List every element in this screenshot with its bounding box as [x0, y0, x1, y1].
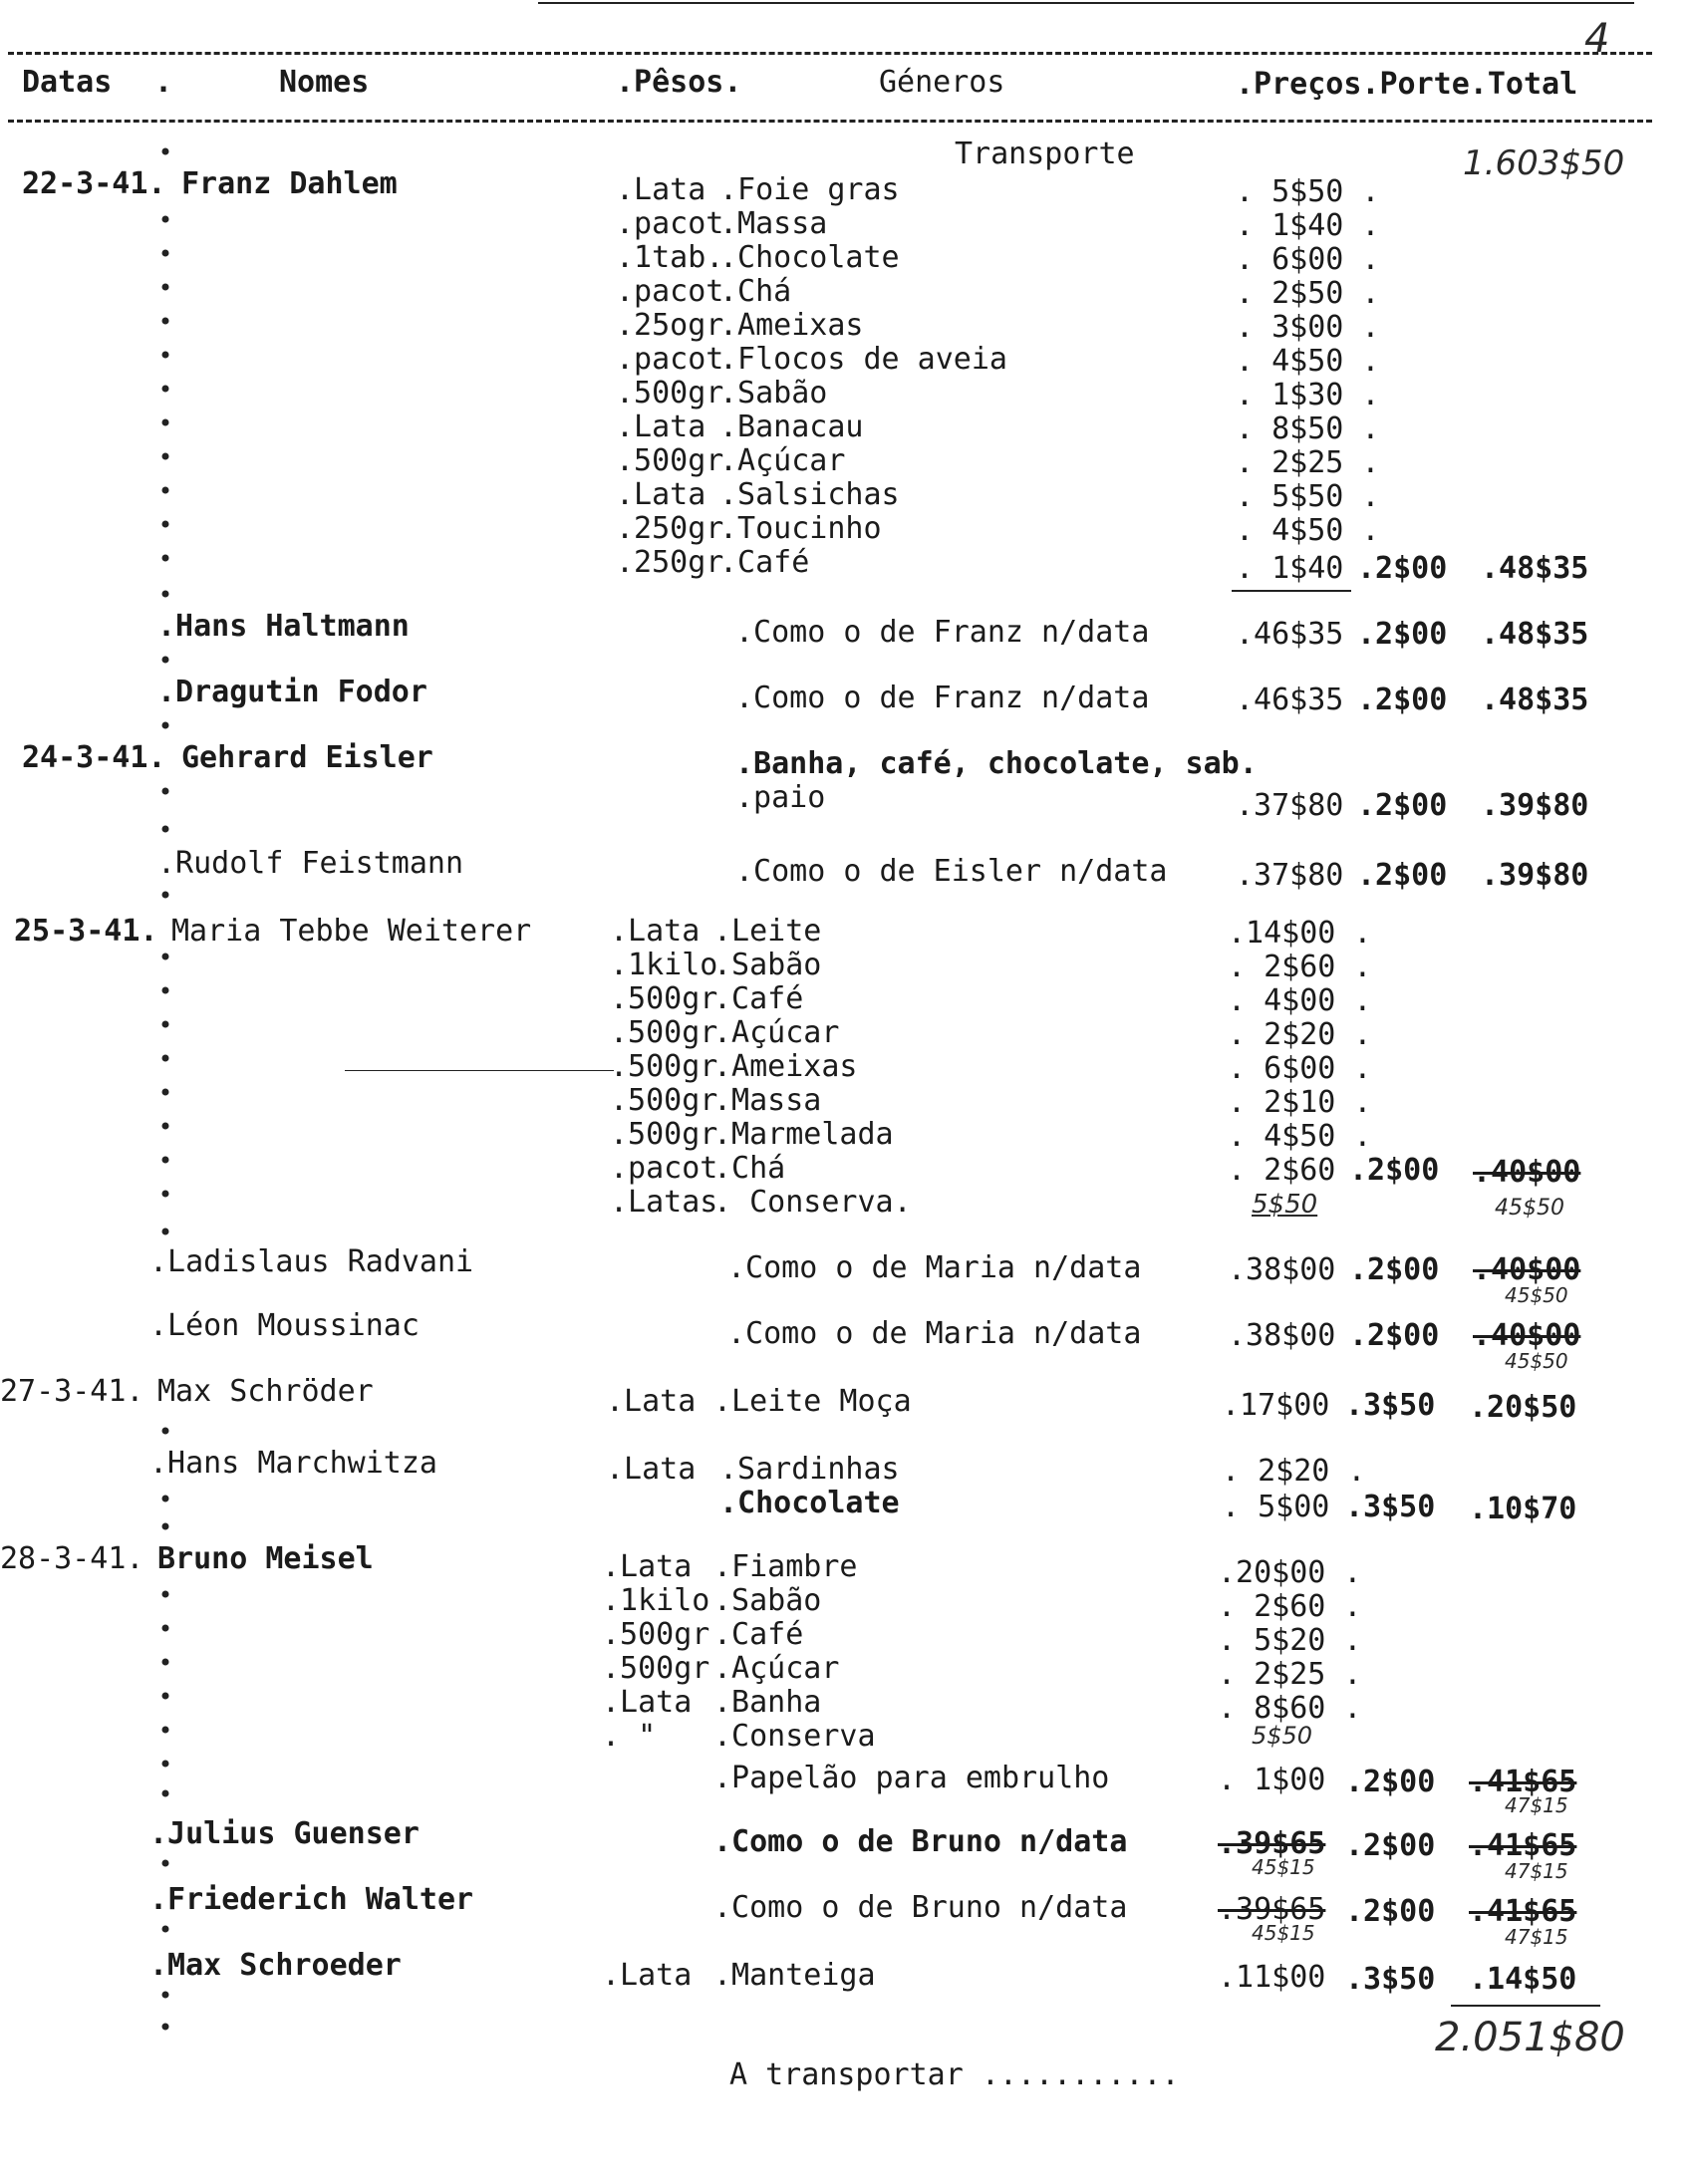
item-weight: .Lata	[610, 914, 701, 949]
item-price: . 3$00 .	[1236, 310, 1380, 345]
item-price: . 2$60 .	[1228, 950, 1372, 984]
entry-name: .Rudolf Feistmann	[157, 846, 464, 881]
item-price: . 5$00	[1222, 1490, 1330, 1524]
header-generos: Géneros	[879, 65, 1005, 100]
item-good: .Salsichas	[719, 477, 900, 512]
item-weight: .250gr	[616, 545, 724, 580]
item-good: .Toucinho	[719, 511, 882, 546]
item-weight: .pacot	[616, 206, 724, 241]
item-weight: .pacot	[610, 1151, 718, 1186]
item-weight: .Lata	[602, 1549, 693, 1584]
item-good: .Foie gras	[719, 172, 900, 207]
item-price: . 2$20 .	[1222, 1454, 1366, 1489]
margin-dot	[162, 1228, 169, 1235]
margin-dot	[162, 1191, 169, 1198]
transport-in-label: Transporte	[955, 136, 1135, 171]
item-good: .Açúcar	[719, 443, 846, 478]
margin-dot	[162, 352, 169, 359]
item-price: .20$00 .	[1218, 1555, 1362, 1590]
margin-dot	[162, 788, 169, 795]
item-weight: .1kilo	[610, 948, 718, 982]
entry-total: .41$65	[1469, 1765, 1577, 1799]
entry-price: .38$00	[1228, 1252, 1336, 1287]
item-price: . 4$50 .	[1236, 513, 1380, 548]
item-good: .Fiambre	[713, 1549, 858, 1584]
item-price: . 6$00 .	[1236, 242, 1380, 277]
item-weight: .500gr	[602, 1651, 710, 1686]
entry-name: .Léon Moussinac	[149, 1308, 420, 1343]
item-porte: .2$00	[1349, 1153, 1440, 1188]
entry-porte: .3$50	[1345, 1962, 1436, 1997]
entry-desc: .Como o de Bruno n/data	[713, 1890, 1128, 1925]
item-price: . 5$20 .	[1218, 1623, 1362, 1658]
item-weight: .Lata	[616, 477, 706, 512]
item-weight: . "	[602, 1719, 657, 1754]
item-price: . 2$60 .	[1218, 1589, 1362, 1624]
margin-dot	[162, 826, 169, 833]
item-weight: .1kilo	[602, 1583, 710, 1618]
header-precos-porte-total: .Preços.Porte.Total	[1236, 67, 1578, 102]
item-price: . 5$50 .	[1236, 174, 1380, 209]
item-weight: .500gr	[602, 1617, 710, 1652]
entry-name: .Hans Marchwitza	[149, 1446, 437, 1481]
entry-price: .17$00	[1222, 1388, 1330, 1423]
item-price: . 4$50 .	[1228, 1119, 1372, 1154]
transport-out-label: A transportar ...........	[729, 2057, 1180, 2092]
entry-desc: .Como o de Eisler n/data	[735, 854, 1168, 889]
entry-date: 24-3-41.	[22, 740, 166, 775]
entry-total: .48$35	[1481, 617, 1589, 652]
entry-total-handwritten: 47$15	[1505, 1793, 1568, 1817]
item-price: . 1$40	[1236, 551, 1344, 586]
entry-total: .40$00	[1473, 1252, 1581, 1287]
margin-dot	[162, 722, 169, 729]
item-good: .Papelão para embrulho	[713, 1761, 1110, 1795]
item-price: . 2$60	[1228, 1153, 1336, 1188]
item-good: .Chocolate	[719, 1486, 900, 1520]
entry-total-handwritten: 45$50	[1505, 1349, 1568, 1373]
entry-desc: .Como o de Maria n/data	[727, 1250, 1142, 1285]
item-good: .Ameixas	[713, 1049, 858, 1084]
item-good: .Sabão	[719, 376, 828, 410]
item-good: .Café	[713, 981, 804, 1016]
item-good: .Massa	[713, 1083, 822, 1118]
margin-dot	[162, 1761, 169, 1768]
item-price: . 8$50 .	[1236, 411, 1380, 446]
entry-price-handwritten: 45$15	[1252, 1855, 1315, 1879]
item-weight: .25ogr	[616, 308, 724, 343]
item-weight: .pacot	[616, 342, 724, 377]
entry-total: .41$65	[1469, 1894, 1577, 1929]
margin-dot	[162, 1021, 169, 1028]
entry-total-handwritten: 47$15	[1505, 1859, 1568, 1883]
entry-price: .39$65	[1218, 1892, 1326, 1927]
entry-price: .46$35	[1236, 617, 1344, 652]
item-good: .Flocos de aveia	[719, 342, 1007, 377]
header-nomes: Nomes	[279, 65, 370, 100]
item-total-handwritten: 45$50	[1495, 1196, 1564, 1221]
entry-total: .14$50	[1469, 1962, 1577, 1997]
item-price: . 2$20 .	[1228, 1017, 1372, 1052]
margin-dot	[162, 1157, 169, 1164]
entry-total: .20$50	[1469, 1390, 1577, 1425]
margin-dot	[162, 591, 169, 598]
item-total: .40$00	[1473, 1155, 1581, 1190]
item-weight: .Lata	[616, 410, 706, 444]
header-pesos: .Pêsos.	[616, 65, 742, 100]
item-weight: .pacot	[616, 274, 724, 309]
item-good: .Açúcar	[713, 1651, 840, 1686]
item-total: .48$35	[1481, 551, 1589, 586]
item-good: .Chocolate	[719, 240, 900, 275]
entry-porte: .2$00	[1357, 617, 1448, 652]
item-good: .Massa	[719, 206, 828, 241]
item-weight: .500gr	[610, 1117, 718, 1152]
entry-price: .38$00	[1228, 1318, 1336, 1353]
entry-price: .37$80	[1236, 788, 1344, 823]
item-weight: .500gr	[610, 1049, 718, 1084]
margin-dot	[162, 453, 169, 460]
item-good: .Sardinhas	[719, 1452, 900, 1487]
entry-desc: .Banha, café, chocolate, sab.	[735, 746, 1258, 781]
entry-porte: .3$50	[1345, 1388, 1436, 1423]
item-good: .Leite	[713, 914, 822, 949]
item-good: .Conserva	[713, 1719, 876, 1754]
item-weight: .Lata	[602, 1685, 693, 1720]
entry-porte: .2$00	[1345, 1765, 1436, 1799]
margin-dot	[162, 2024, 169, 2031]
entry-porte: .2$00	[1349, 1318, 1440, 1353]
margin-dot	[162, 419, 169, 426]
entry-date: 22-3-41.	[22, 166, 166, 201]
entry-price: .39$65	[1218, 1826, 1326, 1861]
item-weight: .500gr	[610, 1083, 718, 1118]
item-price: .14$00 .	[1228, 916, 1372, 951]
entry-porte: .2$00	[1357, 858, 1448, 893]
entry-desc: .Como o de Franz n/data	[735, 681, 1150, 715]
margin-dot	[162, 657, 169, 664]
entry-name: .Max Schroeder	[149, 1948, 402, 1983]
item-good: .Chá	[713, 1151, 786, 1186]
item-good: .Ameixas	[719, 308, 864, 343]
entry-porte: .2$00	[1345, 1894, 1436, 1929]
margin-dot	[162, 954, 169, 960]
entry-price: .11$00	[1218, 1960, 1326, 1995]
margin-dot	[162, 1625, 169, 1632]
entry-name: .Dragutin Fodor	[157, 675, 427, 709]
item-price: . 2$25 .	[1236, 445, 1380, 480]
item-good: .Café	[713, 1617, 804, 1652]
item-price: . 8$60 .	[1218, 1691, 1362, 1726]
page-number: 4	[1584, 16, 1610, 62]
entry-name: .Julius Guenser	[149, 1816, 420, 1851]
item-good: .Leite Moça	[713, 1384, 912, 1419]
margin-dot	[162, 1860, 169, 1867]
transport-in-value: 1.603$50	[1463, 143, 1625, 183]
margin-dot	[162, 284, 169, 291]
item-good: .Manteiga	[713, 1958, 876, 1993]
entry-total: .48$35	[1481, 682, 1589, 717]
margin-dot	[162, 1926, 169, 1933]
margin-dot	[162, 1659, 169, 1666]
entry-total: .41$65	[1469, 1828, 1577, 1863]
entry-name: Max Schröder	[157, 1374, 374, 1409]
item-porte: .2$00	[1357, 551, 1448, 586]
entry-total: .39$80	[1481, 858, 1589, 893]
entry-total: .40$00	[1473, 1318, 1581, 1353]
entry-price: .46$35	[1236, 682, 1344, 717]
entry-total-handwritten: 45$50	[1505, 1283, 1568, 1307]
item-good: .Chá	[719, 274, 792, 309]
item-weight: .Lata	[606, 1384, 697, 1419]
item-good: . Conserva.	[713, 1185, 912, 1220]
item-price: . 4$50 .	[1236, 344, 1380, 379]
item-weight: .500gr	[616, 376, 724, 410]
item-price: . 2$10 .	[1228, 1085, 1372, 1120]
entry-desc: .Como o de Maria n/data	[727, 1316, 1142, 1351]
entry-price-handwritten: 45$15	[1252, 1921, 1315, 1945]
item-good: .Café	[719, 545, 810, 580]
entry-name: .Ladislaus Radvani	[149, 1244, 474, 1279]
item-good: .Açúcar	[713, 1015, 840, 1050]
item-weight: .Latas	[610, 1185, 718, 1220]
item-weight: .500gr	[610, 1015, 718, 1050]
item-price: . 1$30 .	[1236, 378, 1380, 412]
entry-porte: .2$00	[1357, 682, 1448, 717]
margin-dot	[162, 1727, 169, 1734]
entry-date: 25-3-41.	[14, 914, 158, 949]
header-datas: Datas	[22, 65, 113, 100]
margin-dot	[162, 487, 169, 494]
entry-porte: .2$00	[1345, 1828, 1436, 1863]
item-weight: .500gr	[610, 981, 718, 1016]
margin-dot	[162, 1790, 169, 1797]
item-price-handwritten: 5$50	[1252, 1190, 1318, 1220]
item-price: . 2$25 .	[1218, 1657, 1362, 1692]
margin-dot	[162, 555, 169, 562]
margin-dot	[162, 318, 169, 325]
margin-dot	[162, 250, 169, 257]
item-price: . 1$00	[1218, 1763, 1326, 1797]
item-good: .Marmelada	[713, 1117, 894, 1152]
margin-dot	[162, 1089, 169, 1096]
margin-dot	[162, 521, 169, 528]
item-price: . 1$40 .	[1236, 208, 1380, 243]
margin-dot	[162, 386, 169, 393]
margin-dot	[162, 892, 169, 899]
item-weight: .Lata	[606, 1452, 697, 1487]
item-good: .Banacau	[719, 410, 864, 444]
item-weight: .Lata	[616, 172, 706, 207]
entry-porte: .2$00	[1357, 788, 1448, 823]
grand-total-handwritten: 2.051$80	[1435, 2015, 1625, 2060]
margin-dot	[162, 1496, 169, 1502]
entry-desc: .Como o de Franz n/data	[735, 615, 1150, 650]
entry-desc-2: .paio	[735, 780, 826, 815]
item-good: .Sabão	[713, 1583, 822, 1618]
margin-dot	[162, 987, 169, 994]
item-weight: .250gr	[616, 511, 724, 546]
entry-total-handwritten: 47$15	[1505, 1925, 1568, 1949]
item-good: .Banha	[713, 1685, 822, 1720]
margin-dot	[162, 1693, 169, 1700]
item-weight: .1tab.	[616, 240, 724, 275]
entry-desc: .Como o de Bruno n/data	[713, 1824, 1128, 1859]
entry-name: Franz Dahlem	[181, 166, 398, 201]
entry-porte: .3$50	[1345, 1490, 1436, 1524]
header-dot: .	[154, 65, 173, 100]
entry-name: Maria Tebbe Weiterer	[171, 914, 532, 949]
margin-dot	[162, 148, 169, 155]
item-price: . 2$50 .	[1236, 276, 1380, 311]
entry-price: .37$80	[1236, 858, 1344, 893]
item-price: . 6$00 .	[1228, 1051, 1372, 1086]
margin-dot	[162, 216, 169, 223]
entry-porte: .2$00	[1349, 1252, 1440, 1287]
entry-total: .10$70	[1469, 1492, 1577, 1526]
margin-dot	[162, 1523, 169, 1530]
entry-name: .Friederich Walter	[149, 1882, 474, 1917]
entry-total: .39$80	[1481, 788, 1589, 823]
entry-name: Bruno Meisel	[157, 1541, 374, 1576]
entry-name: Gehrard Eisler	[181, 740, 433, 775]
margin-dot	[162, 1591, 169, 1598]
entry-name: .Hans Haltmann	[157, 609, 410, 644]
item-good: .Sabão	[713, 948, 822, 982]
item-weight: .Lata	[602, 1958, 693, 1993]
margin-dot	[162, 1992, 169, 1999]
entry-date: 28-3-41.	[0, 1541, 144, 1576]
entry-date: 27-3-41.	[0, 1374, 144, 1409]
margin-dot	[162, 1123, 169, 1130]
margin-dot	[162, 1055, 169, 1062]
item-price: . 4$00 .	[1228, 983, 1372, 1018]
item-price: . 5$50 .	[1236, 479, 1380, 514]
margin-dot	[162, 1428, 169, 1435]
item-weight: .500gr	[616, 443, 724, 478]
item-price-handwritten: 5$50	[1252, 1722, 1313, 1750]
